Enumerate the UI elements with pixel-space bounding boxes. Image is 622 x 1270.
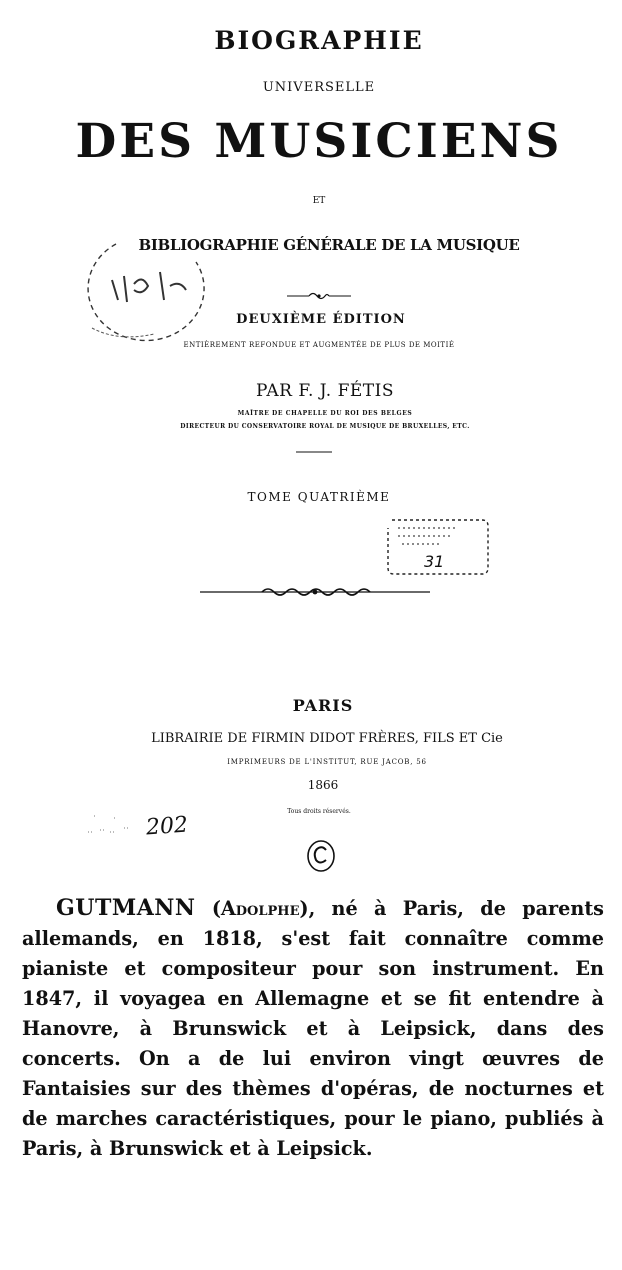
stamp-number: 31 xyxy=(424,552,445,571)
entry-given-name: (Adolphe) xyxy=(211,897,309,920)
author-title-1: MAÎTRE DE CHAPELLE DU ROI DES BELGES xyxy=(237,410,413,417)
entry-text: , né à Paris, de parents allemands, en 1818, s'est fait connaître comme pianiste et compositeur pour son instrument. En 1847, il voyagea en Allemagne et se fit entendre à Hanovre, à Brunswick et à Leipsick, dans des concerts. On a de lui environ vingt œuvres de Fantaisies sur des thèmes d'opéras, de nocturnes et de marches caractéristiques, pour le piano, publiés à Paris, à Brunswick et à Leipsick. xyxy=(22,897,604,1160)
short-rule xyxy=(296,450,332,454)
library-stamp xyxy=(78,232,208,352)
entry-surname: GUTMANN xyxy=(56,895,196,921)
edition-label: DEUXIÈME ÉDITION xyxy=(236,312,406,327)
title-des-musiciens: DES MUSICIENS xyxy=(75,114,563,169)
title-bibliographie: BIBLIOGRAPHIE GÉNÉRALE DE LA MUSIQUE xyxy=(138,236,520,254)
title-conjunction: ET xyxy=(312,196,326,206)
volume-label: TOME QUATRIÈME xyxy=(247,490,391,504)
small-ornament xyxy=(287,290,351,302)
edition-note: ENTIÈREMENT REFONDUE ET AUGMENTÉE DE PLUS DE MOITIÉ xyxy=(183,341,455,349)
imprint-publisher: LIBRAIRIE DE FIRMIN DIDOT FRÈRES, FILS ET Cie xyxy=(151,731,503,746)
handwritten-number: 202 xyxy=(145,812,189,841)
biography-entry xyxy=(22,893,604,1164)
imprint-city: PARIS xyxy=(292,696,354,715)
imprint-printer: IMPRIMEURS DE L'INSTITUT, RUE JACOB, 56 xyxy=(227,758,427,766)
pencil-marks xyxy=(84,806,144,842)
imprint-year: 1866 xyxy=(307,778,339,792)
copyright-symbol xyxy=(304,836,338,876)
author-title-2: DIRECTEUR DU CONSERVATOIRE ROYAL DE MUSIQUE DE BRUXELLES, ETC. xyxy=(180,423,470,430)
central-ornament xyxy=(200,584,430,600)
rights-notice: Tous droits réservés. xyxy=(287,808,351,815)
author-line: PAR F. J. FÉTIS xyxy=(255,381,395,401)
title-biographie: BIOGRAPHIE xyxy=(214,26,424,55)
title-universelle: UNIVERSELLE xyxy=(262,80,376,95)
